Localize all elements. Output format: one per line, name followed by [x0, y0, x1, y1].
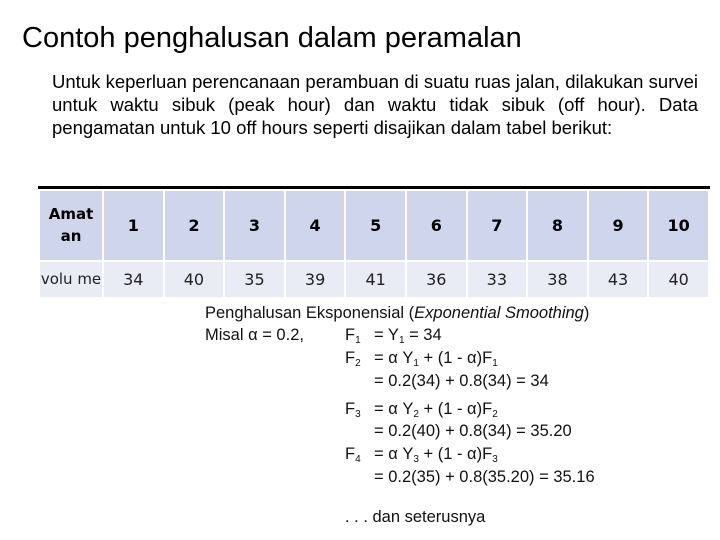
table-row-volume: [39, 261, 709, 298]
table-cell: 39: [285, 261, 346, 298]
row-header-volume: volu me: [39, 261, 103, 298]
smoothing-example: [200, 298, 640, 540]
table-cell: 4: [285, 190, 346, 261]
continuation-note: . . . dan seterusnya: [345, 508, 486, 526]
formula-rhs: = α $Y_2 + (1 - \alpha)F_2$: [374, 400, 498, 420]
table-cell: 2: [164, 190, 225, 261]
table-cell: 38: [527, 261, 588, 298]
table-cell: 5: [345, 190, 406, 261]
formula-calc: = 0.2(35) + 0.8(35.20) = 35.16: [374, 468, 595, 486]
table-cell: 36: [406, 261, 467, 298]
formula-calc: = 0.2(40) + 0.8(34) = 35.20: [374, 422, 572, 440]
formula-line: $F_1$: [345, 326, 361, 346]
formula-line: $F_3$: [345, 400, 361, 420]
table-cell: 6: [406, 190, 467, 261]
table-cell: 35: [224, 261, 285, 298]
table-cell: 33: [467, 261, 528, 298]
observation-table: [38, 189, 710, 299]
formula-rhs: = α $Y_3 + (1 - \alpha)F_3$: [374, 445, 498, 465]
table-cell: 3: [224, 190, 285, 261]
table-cell: 43: [588, 261, 649, 298]
formula-line: $F_4$: [345, 445, 361, 465]
table-cell: 8: [527, 190, 588, 261]
alpha-assumption: Misal α = 0.2,: [205, 326, 304, 344]
intro-paragraph: Untuk keperluan perencanaan perambuan di suatu ruas jalan, dilakukan survei untuk waktu sibuk (peak hour) dan waktu tidak sibuk (off hour). Data pengamatan untuk 10 off hours seperti disajikan dalam tabel berikut:: [52, 71, 698, 138]
table-cell: 41: [345, 261, 406, 298]
smoothing-heading: Penghalusan Eksponensial (Exponential Smoothing): [205, 304, 590, 322]
table-cell: 1: [103, 190, 164, 261]
formula-rhs: = α $Y_1 + (1 - \alpha)F_1$: [374, 349, 498, 369]
table-cell: 9: [588, 190, 649, 261]
table-row-observation: [39, 190, 709, 261]
table-cell: 40: [648, 261, 709, 298]
row-header-observation: Amat an: [39, 190, 103, 261]
formula-calc: = 0.2(34) + 0.8(34) = 34: [374, 372, 549, 390]
table-cell: 40: [164, 261, 225, 298]
formula-line: $F_2$: [345, 349, 361, 369]
table-cell: 10: [648, 190, 709, 261]
slide-title: Contoh penghalusan dalam peramalan: [22, 22, 522, 54]
table-cell: 7: [467, 190, 528, 261]
table-cell: 34: [103, 261, 164, 298]
formula-rhs: = $Y_1 = 34$: [374, 326, 442, 346]
